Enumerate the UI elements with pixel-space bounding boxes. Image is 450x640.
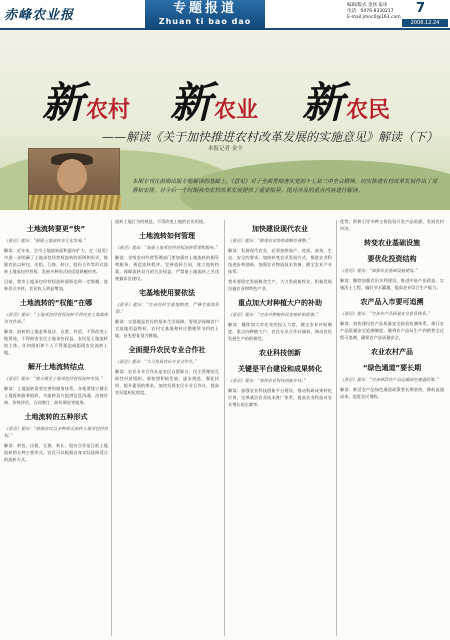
article-heading: 土地流转的五种形式 [24,413,88,421]
quote-paragraph: 《意见》提出：“建立健全土地承包经营权流转市场。” [4,376,103,381]
editor-info [347,3,401,21]
column-divider [111,220,112,636]
quote-paragraph: 《意见》提出：“土地承包经营权流转不得改变土地集体所有性质。” [4,312,108,324]
column-3 [228,218,332,638]
body-paragraph: 目前，我市土地承包经营权流转面积达到一定规模，流转形式多样，农民收入明显增加。 [4,279,108,291]
section-title-box [145,0,265,30]
headline-subtitle: ——解读《关于加快推进农村改革发展的实施意见》解读（下） [102,130,439,144]
body-paragraph: 解读：土地流转需要完善的服务体系。各地要建立健全土地流转服务组织，为流转双方提供信息沟通、法规咨询、价格评估、合同签订、纠纷调处等服务。 [4,386,108,405]
article-heading: 宅基地使用要依法 [139,289,195,297]
column-divider [224,220,225,636]
body-paragraph: 解读：各级农村经营管理部门要加强对土地流转的指导和服务，规范流转程序，完善流转合同，建立流转档案，保障流转双方的合法权益。严禁借土地流转之名违规搞非农建设。 [115,255,219,281]
section-pinyin: Zhuan ti bao dao [158,17,252,26]
body-paragraph: 解读：加强农业科技创新平台建设，推动科研成果转化应用，完善基层农业技术推广体系，提高农业科技对农业增长的贡献率。 [228,388,332,407]
article-columns [0,210,450,640]
body-paragraph: 优势、积极引导多种主体投资开发产品资源，发展农村经济。 [340,219,444,231]
email-line: E-mail:jmnc0@163.com [347,15,401,20]
headline-word: 农民 [346,97,391,123]
column-divider [336,220,337,636]
headline-new-agriculture [170,70,258,130]
article-heading: 全面提升农民专业合作社 [128,346,206,354]
quote-paragraph: 《意见》提出：“鼓励土地流转多元化发展。” [4,238,86,243]
article-heading: 土地流转要更“快” [26,225,86,233]
article-heading: 要优化投资结构 [367,255,417,263]
body-paragraph: 解读：继续加大对农业的投入力度，健全农业补贴制度，重点向种粮大户、农民专业合作社倾斜，调动农民发展生产的积极性。 [228,322,332,341]
face-shape [57,159,87,193]
headline-char: 新 [170,78,213,127]
body-paragraph: 解读：继续加强农田水利建设，推进中低产田改造，实施沃土工程，搞好节水灌溉，提高农业综合生产能力。 [340,278,444,290]
column-2 [115,218,219,638]
quote-paragraph: 《意见》提出：“加强土地承包经营权流转管理和服务。” [115,245,218,250]
body-paragraph: 解读：近年来，全市土地流转面积逐年扩大。在《意见》中进一步明确了土地承包经营权流转的原则和形式，鼓励农民以转包、出租、互换、转让、股份合作等形式流转土地承包经营权，发展多种形式的适度规模经营。 [4,248,108,274]
article-heading: 农业科技创新 [259,349,301,357]
body-paragraph: 解读：宅基地是农民的基本生活保障，要依法保障农户宅基地用益物权。农村宅基地和村庄整理所节约的土地，首先要复垦为耕地。 [115,319,219,338]
quote-paragraph: 《意见》提出：“推进农业结构战略性调整。” [228,238,310,243]
lead-paragraph: 本期专刊在前期出版专题解读的基础上，《意见》对于全面贯彻落实党的十七届三中全会精神，切实推进农村改革发展作出了部署和安排，对今后一个时期我市农村改革发展提供了重要指导。现对涉及的重点内容进行解读。 [132,179,438,194]
body-paragraph: 解读：发展现代农业，必须按照高产、优质、高效、生态、安全的要求，加快转变农业发展方式，推进农业科技进步和创新，加强农业物质技术装备，健全农业产业体系。 [228,248,332,274]
article-heading: 农业农村产品 [371,348,413,356]
body-paragraph: 解读：鲜活农产品绿色通道政策要长期坚持，降低流通成本，促进农民增收。 [340,387,444,399]
page-header [0,0,450,30]
headline-word: 农业 [214,97,259,123]
quote-paragraph: 《意见》提出：“完善对种粮农民直接补贴政策。” [228,312,319,317]
editor-line: 编辑/版式 金扬 报审 [347,3,388,8]
quote-paragraph: 《意见》提出：“完善鲜活农产品运输绿色通道政策。” [340,377,439,382]
masthead-logo: 赤峰农业报 [4,8,75,23]
headline-char: 新 [42,78,85,127]
body-paragraph: 解读：加快建设农产品质量安全检验检测体系，推行农产品质量安全追溯制度，做到农产品从生产到销售全过程可追溯，确保农产品质量安全。 [340,321,444,340]
article-heading: 农产品入市要可追溯 [360,298,424,306]
article-heading: “绿色通道”要长期 [362,364,422,372]
headline-word: 农村 [86,97,131,123]
body-paragraph: 流转土地行为的规范，不得改变土地的农业用途。 [115,219,208,224]
farmer-photo [28,148,120,210]
article-heading: 土地流转的“权能”在哪 [19,299,93,307]
article-heading: 重点加大对种植大户的补助 [238,299,322,307]
headline-new-farmers [302,70,390,130]
article-heading: 解开土地流转结点 [28,363,84,371]
article-heading: 土地流转如何管理 [139,232,195,240]
phone-line: 电话：0476-8330217 [347,9,394,14]
body-paragraph: 解读：流转的土地必须依法、自愿、有偿，不得改变土地用途，不得损害农民土地承包权益。农民是土地流转的主体，任何组织和个人不得强迫或阻碍农民流转土地。 [4,329,108,355]
issue-date: 2008.12.24 [402,19,448,27]
section-title: 专题报道 [172,1,237,16]
quote-paragraph: 《意见》提出：“完善农村宅基地制度，严格宅基地管理。” [115,302,219,314]
quote-paragraph: 《意见》提出：“大力发展农民专业合作社。” [115,359,197,364]
column-1 [4,218,108,638]
wheat-stalks [29,195,121,210]
byline: 本报记者 金丰 [208,146,243,152]
headline-banner [0,30,450,210]
quote-paragraph: 《意见》提出：“鼓励农民以多种形式流转土地承包经营权。” [4,426,108,438]
headline-new-countryside [42,70,130,130]
page-number: 7 [416,1,426,16]
headline-char: 新 [302,78,345,127]
column-4 [340,218,444,638]
body-paragraph: 解读：转包、出租、互换、转让、股份合作是目前土地流转的五种主要形式，农民可以根据自身实际选择适合的流转方式。 [4,443,108,462]
quote-paragraph: 《意见》提出：“加快农业科技创新步伐。” [228,378,306,383]
article-heading: 关键是平台建设和成果转化 [238,365,322,373]
article-heading: 转变农业基础设施 [364,239,420,247]
body-paragraph: 解读：农民专业合作社是农民自愿联合、民主管理的互助性经济组织。要按照积极发展、逐步规范、强化扶持、提升素质的要求，加快发展农民专业合作社，提高农民组织化程度。 [115,369,219,395]
quote-paragraph: 《意见》提出：“加强农业基础设施建设。” [340,268,418,273]
quote-paragraph: 《意见》提出：“完善农产品质量安全监管体系。” [340,311,431,316]
body-paragraph: 我市要稳定发展粮食生产，大力发展畜牧业，积极发展设施农业和特色产业。 [228,279,332,291]
article-heading: 加快建设现代农业 [252,225,308,233]
